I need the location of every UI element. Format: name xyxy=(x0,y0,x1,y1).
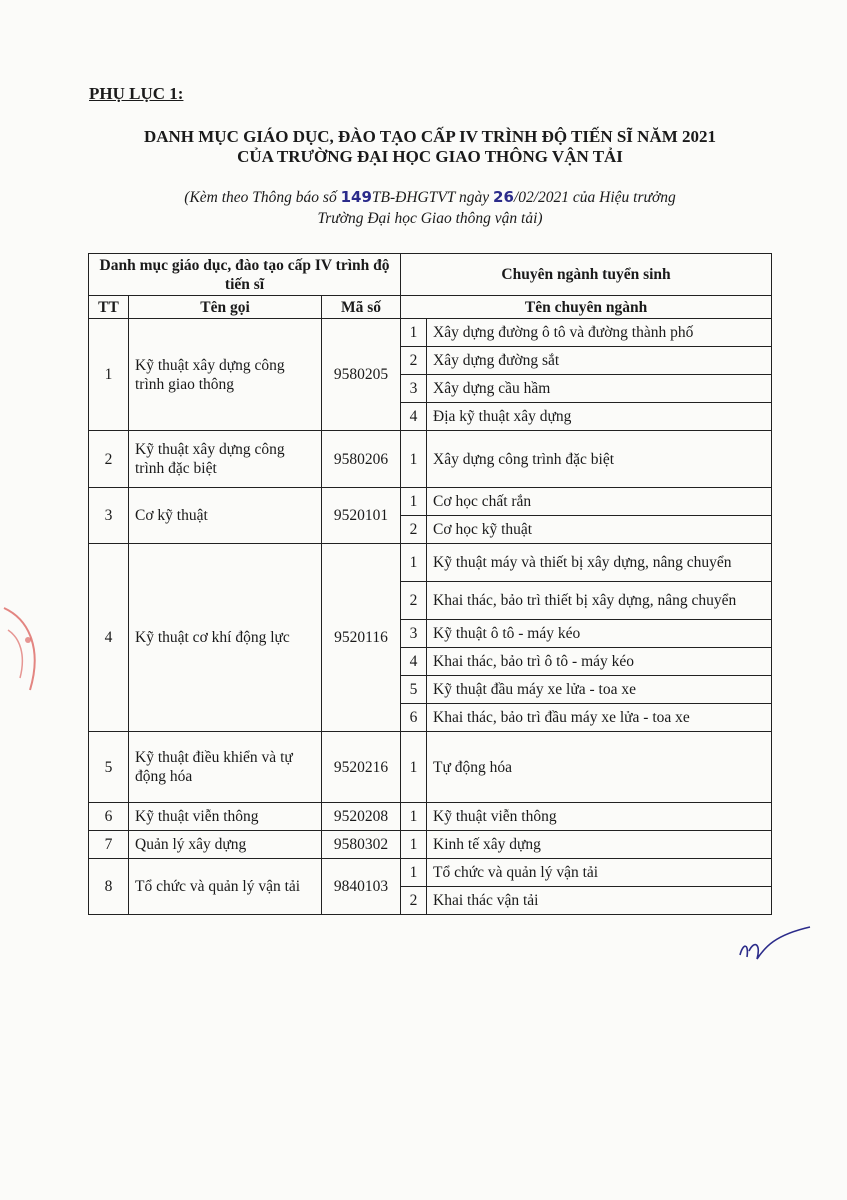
col-header-name: Tên gọi xyxy=(129,296,322,319)
cell-code: 9520208 xyxy=(322,803,401,831)
handwritten-day: 26 xyxy=(493,188,514,206)
cell-code: 9580206 xyxy=(322,431,401,488)
cell-tt: 5 xyxy=(89,732,129,803)
cell-major-name: Xây dựng công trình đặc biệt xyxy=(427,431,772,488)
program-table xyxy=(88,253,772,915)
cell-name: Kỹ thuật xây dựng công trình giao thông xyxy=(129,319,322,431)
cell-major-name: Tổ chức và quản lý vận tải xyxy=(427,859,772,887)
table-row xyxy=(89,319,772,347)
subtitle-text: /02/2021 của Hiệu trưởng xyxy=(513,189,676,206)
cell-major-no: 1 xyxy=(401,831,427,859)
cell-code: 9520116 xyxy=(322,544,401,732)
cell-major-name: Khai thác, bảo trì thiết bị xây dựng, nâng chuyển xyxy=(427,582,772,620)
cell-tt: 7 xyxy=(89,831,129,859)
cell-major-name: Kinh tế xây dựng xyxy=(427,831,772,859)
cell-major-no: 1 xyxy=(401,544,427,582)
cell-major-no: 2 xyxy=(401,516,427,544)
cell-name: Quản lý xây dựng xyxy=(129,831,322,859)
cell-major-name: Kỹ thuật đầu máy xe lửa - toa xe xyxy=(427,676,772,704)
col-header-major: Tên chuyên ngành xyxy=(401,296,772,319)
cell-major-name: Khai thác vận tải xyxy=(427,887,772,915)
cell-code: 9580205 xyxy=(322,319,401,431)
cell-major-no: 1 xyxy=(401,431,427,488)
cell-code: 9840103 xyxy=(322,859,401,915)
table-row xyxy=(89,544,772,582)
subtitle-text: (Kèm theo Thông báo số xyxy=(184,189,341,206)
appendix-label: PHỤ LỤC 1: xyxy=(89,84,184,103)
cell-major-no: 1 xyxy=(401,803,427,831)
red-stamp-fragment xyxy=(0,600,50,700)
document-subtitle-line2: Trường Đại học Giao thông vận tải) xyxy=(317,210,543,227)
cell-major-name: Khai thác, bảo trì đầu máy xe lửa - toa xe xyxy=(427,704,772,732)
table-row xyxy=(89,803,772,831)
cell-major-name: Kỹ thuật ô tô - máy kéo xyxy=(427,620,772,648)
cell-major-name: Tự động hóa xyxy=(427,732,772,803)
cell-name: Kỹ thuật điều khiển và tự động hóa xyxy=(129,732,322,803)
cell-major-no: 4 xyxy=(401,403,427,431)
cell-name: Cơ kỹ thuật xyxy=(129,488,322,544)
cell-major-name: Địa kỹ thuật xây dựng xyxy=(427,403,772,431)
cell-name: Kỹ thuật xây dựng công trình đặc biệt xyxy=(129,431,322,488)
cell-major-no: 3 xyxy=(401,375,427,403)
cell-major-name: Khai thác, bảo trì ô tô - máy kéo xyxy=(427,648,772,676)
table-row xyxy=(89,859,772,887)
cell-major-name: Kỹ thuật viễn thông xyxy=(427,803,772,831)
cell-code: 9520216 xyxy=(322,732,401,803)
cell-major-no: 5 xyxy=(401,676,427,704)
cell-name: Tổ chức và quản lý vận tải xyxy=(129,859,322,915)
cell-tt: 3 xyxy=(89,488,129,544)
cell-major-name: Cơ học kỹ thuật xyxy=(427,516,772,544)
cell-major-no: 2 xyxy=(401,887,427,915)
cell-major-no: 4 xyxy=(401,648,427,676)
table-row xyxy=(89,831,772,859)
cell-code: 9580302 xyxy=(322,831,401,859)
document-subtitle-line1 xyxy=(60,186,800,209)
cell-tt: 8 xyxy=(89,859,129,915)
cell-code: 9520101 xyxy=(322,488,401,544)
cell-tt: 2 xyxy=(89,431,129,488)
cell-tt: 1 xyxy=(89,319,129,431)
cell-major-name: Xây dựng cầu hầm xyxy=(427,375,772,403)
table-row xyxy=(89,488,772,516)
document-title-line1: DANH MỤC GIÁO DỤC, ĐÀO TẠO CẤP IV TRÌNH ĐỘ TIẾN SĨ NĂM 2021 xyxy=(143,127,717,146)
subtitle-text: TB-ĐHGTVT ngày xyxy=(371,189,494,206)
cell-name: Kỹ thuật viễn thông xyxy=(129,803,322,831)
table-row xyxy=(89,431,772,488)
cell-major-name: Xây dựng đường sắt xyxy=(427,347,772,375)
col-header-code: Mã số xyxy=(322,296,401,319)
cell-major-no: 2 xyxy=(401,582,427,620)
cell-major-name: Cơ học chất rắn xyxy=(427,488,772,516)
cell-name: Kỹ thuật cơ khí động lực xyxy=(129,544,322,732)
cell-tt: 4 xyxy=(89,544,129,732)
cell-tt: 6 xyxy=(89,803,129,831)
handwritten-number: 149 xyxy=(340,188,372,206)
col-header-tt: TT xyxy=(89,296,129,319)
cell-major-no: 3 xyxy=(401,620,427,648)
cell-major-no: 1 xyxy=(401,319,427,347)
signature-initials xyxy=(735,925,815,970)
document-title-line2: CỦA TRƯỜNG ĐẠI HỌC GIAO THÔNG VẬN TẢI xyxy=(237,147,623,166)
table-row xyxy=(89,732,772,803)
cell-major-no: 2 xyxy=(401,347,427,375)
cell-major-name: Kỹ thuật máy và thiết bị xây dựng, nâng chuyển xyxy=(427,544,772,582)
cell-major-no: 6 xyxy=(401,704,427,732)
cell-major-no: 1 xyxy=(401,732,427,803)
cell-major-no: 1 xyxy=(401,859,427,887)
group-header-left: Danh mục giáo dục, đào tạo cấp IV trình độ tiến sĩ xyxy=(89,254,401,296)
cell-major-no: 1 xyxy=(401,488,427,516)
cell-major-name: Xây dựng đường ô tô và đường thành phố xyxy=(427,319,772,347)
group-header-right: Chuyên ngành tuyển sinh xyxy=(401,254,772,296)
